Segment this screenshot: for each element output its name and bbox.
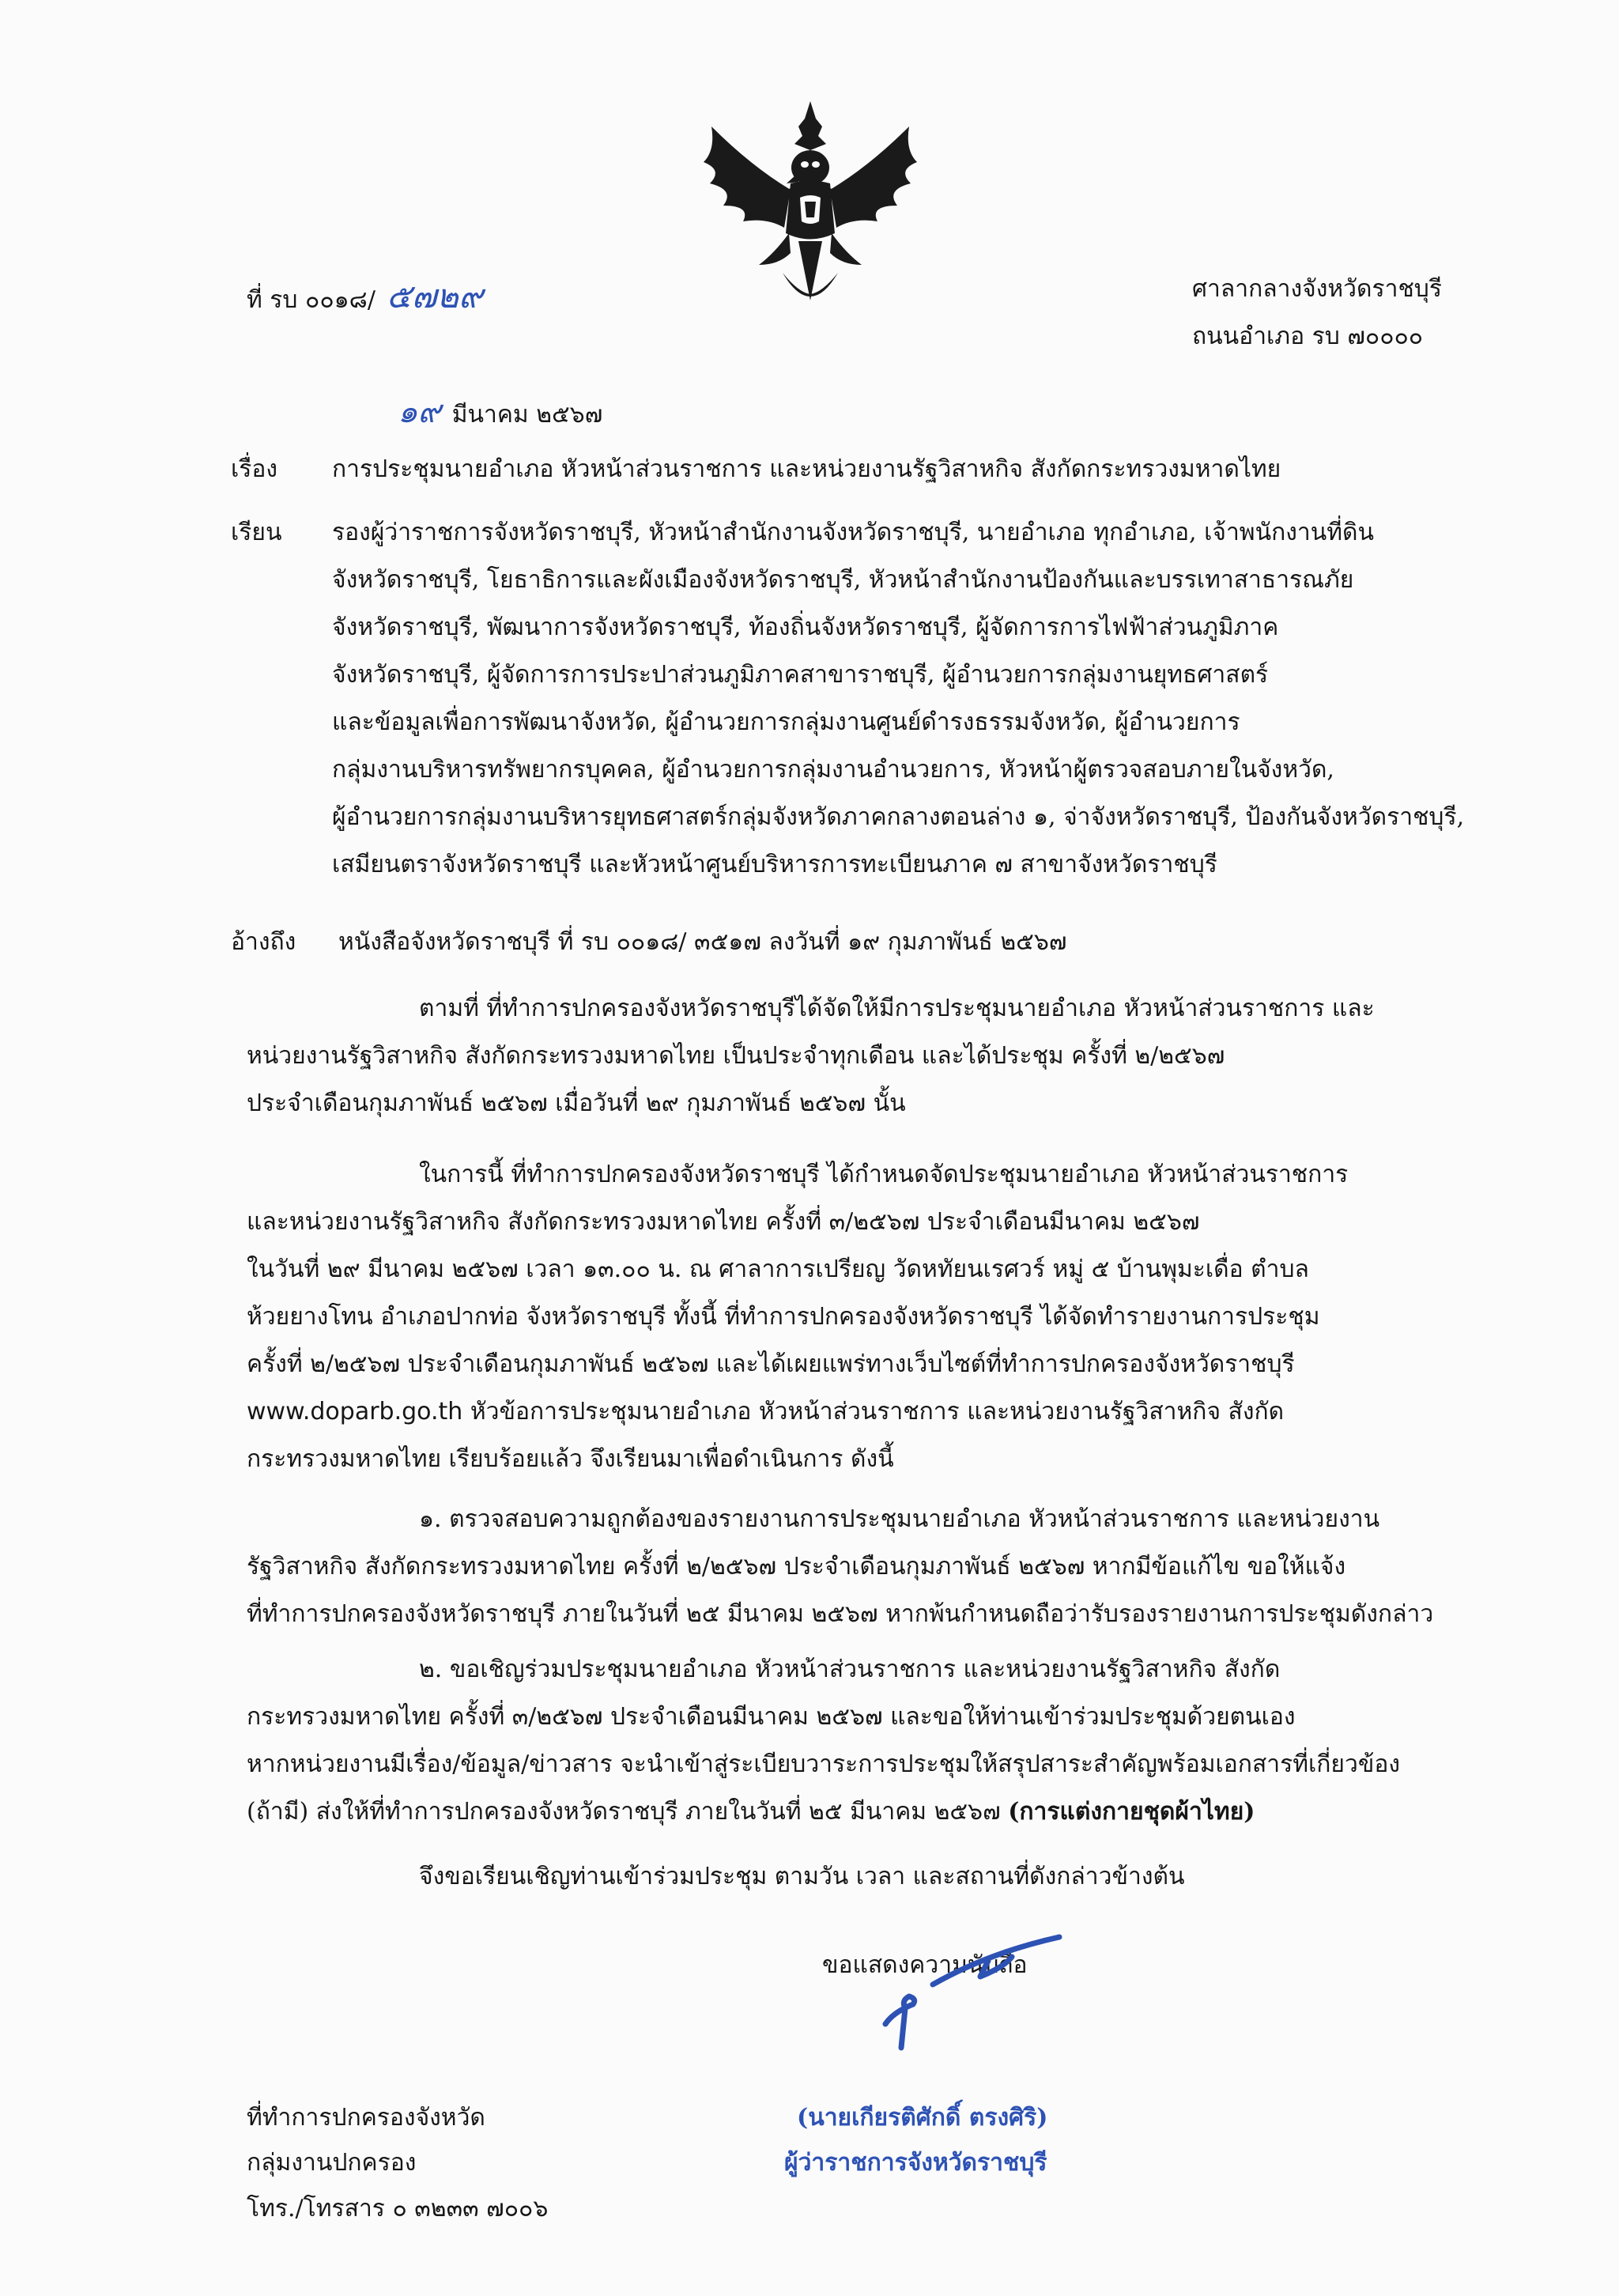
footer-office: ที่ทำการปกครองจังหวัด [247, 2104, 485, 2132]
to-line: จังหวัดราชบุรี, พัฒนาการจังหวัดราชบุรี, ท้องถิ่นจังหวัดราชบุรี, ผู้จัดการการไฟฟ้าส่วนภูมิภาค [332, 614, 1279, 641]
item2-line: กระทรวงมหาดไทย ครั้งที่ ๓/๒๕๖๗ ประจำเดือนมีนาคม ๒๕๖๗ และขอให้ท่านเข้าร่วมประชุมด้วยตนเอง [247, 1703, 1296, 1731]
to-label: เรียน [231, 519, 282, 546]
item2-line: หากหน่วยงานมีเรื่อง/ข้อมูล/ข่าวสาร จะนำเข้าสู่ระเบียบวาระการประชุมให้สรุปสาระสำคัญพร้อมเอกสารที่เกี่ยวข้อง [247, 1750, 1400, 1778]
footer-department: กลุ่มงานปกครอง [247, 2149, 417, 2177]
dress-code-note: (การแต่งกายชุดผ้าไทย) [1008, 1798, 1255, 1826]
org-address-line2: ถนนอำเภอ รบ ๗๐๐๐๐ [1192, 323, 1424, 350]
paragraph-line: ในการนี้ ที่ทำการปกครองจังหวัดราชบุรี ได้กำหนดจัดประชุมนายอำเภอ หัวหน้าส่วนราชการ [419, 1161, 1349, 1188]
handwritten-signature-icon [870, 1929, 1083, 2064]
paragraph-line: ในวันที่ ๒๙ มีนาคม ๒๕๖๗ เวลา ๑๓.๐๐ น. ณ ศาลาการเปรียญ วัดหทัยนเรศวร์ หมู่ ๕ บ้านพุมะเดื่อ ตำบล [247, 1256, 1309, 1283]
paragraph-line: และหน่วยงานรัฐวิสาหกิจ สังกัดกระทรวงมหาดไทย ครั้งที่ ๓/๒๕๖๗ ประจำเดือนมีนาคม ๒๕๖๗ [247, 1208, 1200, 1236]
garuda-emblem-icon [680, 95, 941, 320]
to-line: กลุ่มงานบริหารทรัพยากรบุคคล, ผู้อำนวยการกลุ่มงานอำนวยการ, หัวหน้าผู้ตรวจสอบภายในจังหวัด, [332, 756, 1334, 784]
paragraph-line: หน่วยงานรัฐวิสาหกิจ สังกัดกระทรวงมหาดไทย เป็นประจำทุกเดือน และได้ประชุม ครั้งที่ ๒/๒๕๖๗ [247, 1042, 1225, 1070]
to-line: รองผู้ว่าราชการจังหวัดราชบุรี, หัวหน้าสำนักงานจังหวัดราชบุรี, นายอำเภอ ทุกอำเภอ, เจ้าพนักงานที่ดิน [332, 519, 1375, 546]
signatory-name: (นายเกียรติศักดิ์ ตรงศิริ) [797, 2104, 1048, 2132]
item1-line: รัฐวิสาหกิจ สังกัดกระทรวงมหาดไทย ครั้งที่ ๒/๒๕๖๗ ประจำเดือนกุมภาพันธ์ ๒๕๖๗ หากมีข้อแก้ไข ขอให้แจ้ง [247, 1553, 1346, 1580]
document-number-handwritten: ๕๗๒๙ [386, 277, 483, 315]
paragraph-line-rest: หัวข้อการประชุมนายอำเภอ หัวหน้าส่วนราชการ และหน่วยงานรัฐวิสาหกิจ สังกัด [462, 1398, 1285, 1426]
document-number-printed: ที่ รบ ๐๐๑๘/ [247, 286, 376, 314]
item2-last-text: (ถ้ามี) ส่งให้ที่ทำการปกครองจังหวัดราชบุรี ภายในวันที่ ๒๕ มีนาคม ๒๕๖๗ [247, 1798, 1009, 1826]
document-date [398, 386, 602, 436]
to-line: ผู้อำนวยการกลุ่มงานบริหารยุทธศาสตร์กลุ่มจังหวัดภาคกลางตอนล่าง ๑, จ่าจังหวัดราชบุรี, ป้องกันจังหวัดราชบุรี, [332, 803, 1465, 831]
signatory-title: ผู้ว่าราชการจังหวัดราชบุรี [784, 2149, 1047, 2177]
date-day-handwritten: ๑๙ [398, 394, 441, 430]
to-line: จังหวัดราชบุรี, โยธาธิการและผังเมืองจังหวัดราชบุรี, หัวหน้าสำนักงานป้องกันและบรรเทาสาธารณภัย [332, 566, 1354, 594]
subject-text: การประชุมนายอำเภอ หัวหน้าส่วนราชการ และหน่วยงานรัฐวิสาหกิจ สังกัดกระทรวงมหาดไทย [332, 455, 1281, 483]
item2-last-line [247, 1793, 1255, 1830]
reference-text: หนังสือจังหวัดราชบุรี ที่ รบ ๐๐๑๘/ ๓๕๑๗ ลงวันที่ ๑๙ กุมภาพันธ์ ๒๕๖๗ [338, 928, 1067, 956]
document-number [247, 270, 483, 323]
to-line: เสมียนตราจังหวัดราชบุรี และหัวหน้าศูนย์บริหารการทะเบียนภาค ๗ สาขาจังหวัดราชบุรี [332, 851, 1217, 878]
item1-line: ๑. ตรวจสอบความถูกต้องของรายงานการประชุมนายอำเภอ หัวหน้าส่วนราชการ และหน่วยงาน [419, 1505, 1380, 1533]
item2-line: ๒. ขอเชิญร่วมประชุมนายอำเภอ หัวหน้าส่วนราชการ และหน่วยงานรัฐวิสาหกิจ สังกัด [419, 1656, 1281, 1683]
paragraph-line: ประจำเดือนกุมภาพันธ์ ๒๕๖๗ เมื่อวันที่ ๒๙ กุมภาพันธ์ ๒๕๖๗ นั้น [247, 1089, 906, 1117]
paragraph-line: กระทรวงมหาดไทย เรียบร้อยแล้ว จึงเรียนมาเพื่อดำเนินการ ดังนี้ [247, 1445, 894, 1473]
paragraph-line: ครั้งที่ ๒/๒๕๖๗ ประจำเดือนกุมภาพันธ์ ๒๕๖๗ และได้เผยแพร่ทางเว็บไซต์ที่ทำการปกครองจังหวัดราชบุรี [247, 1350, 1295, 1378]
item1-line: ที่ทำการปกครองจังหวัดราชบุรี ภายในวันที่ ๒๕ มีนาคม ๒๕๖๗ หากพ้นกำหนดถือว่ารับรองรายงานการประชุมดังกล่าว [247, 1600, 1434, 1628]
to-line: และข้อมูลเพื่อการพัฒนาจังหวัด, ผู้อำนวยการกลุ่มงานศูนย์ดำรงธรรมจังหวัด, ผู้อำนวยการ [332, 708, 1240, 736]
closing-text: จึงขอเรียนเชิญท่านเข้าร่วมประชุม ตามวัน เวลา และสถานที่ดังกล่าวข้างต้น [419, 1863, 1185, 1890]
subject-label: เรื่อง [231, 455, 278, 483]
paragraph-line: ตามที่ ที่ทำการปกครองจังหวัดราชบุรีได้จัดให้มีการประชุมนายอำเภอ หัวหน้าส่วนราชการ และ [419, 995, 1375, 1022]
regards-text: ขอแสดงความนับถือ [822, 1951, 1028, 1979]
date-month-year: มีนาคม ๒๕๖๗ [451, 401, 603, 429]
reference-label: อ้างถึง [231, 928, 296, 956]
paragraph-url-line [247, 1393, 1284, 1430]
to-line: จังหวัดราชบุรี, ผู้จัดการการประปาส่วนภูมิภาคสาขาราชบุรี, ผู้อำนวยการกลุ่มงานยุทธศาสตร์ [332, 661, 1269, 689]
paragraph-line: ห้วยยางโทน อำเภอปากท่อ จังหวัดราชบุรี ทั้งนี้ ที่ทำการปกครองจังหวัดราชบุรี ได้จัดทำรายงานการประชุม [247, 1303, 1320, 1331]
org-address-line1: ศาลากลางจังหวัดราชบุรี [1192, 275, 1442, 303]
website-link[interactable]: www.doparb.go.th [247, 1398, 463, 1426]
footer-phone: โทร./โทรสาร ๐ ๓๒๓๓ ๗๐๐๖ [247, 2195, 549, 2222]
